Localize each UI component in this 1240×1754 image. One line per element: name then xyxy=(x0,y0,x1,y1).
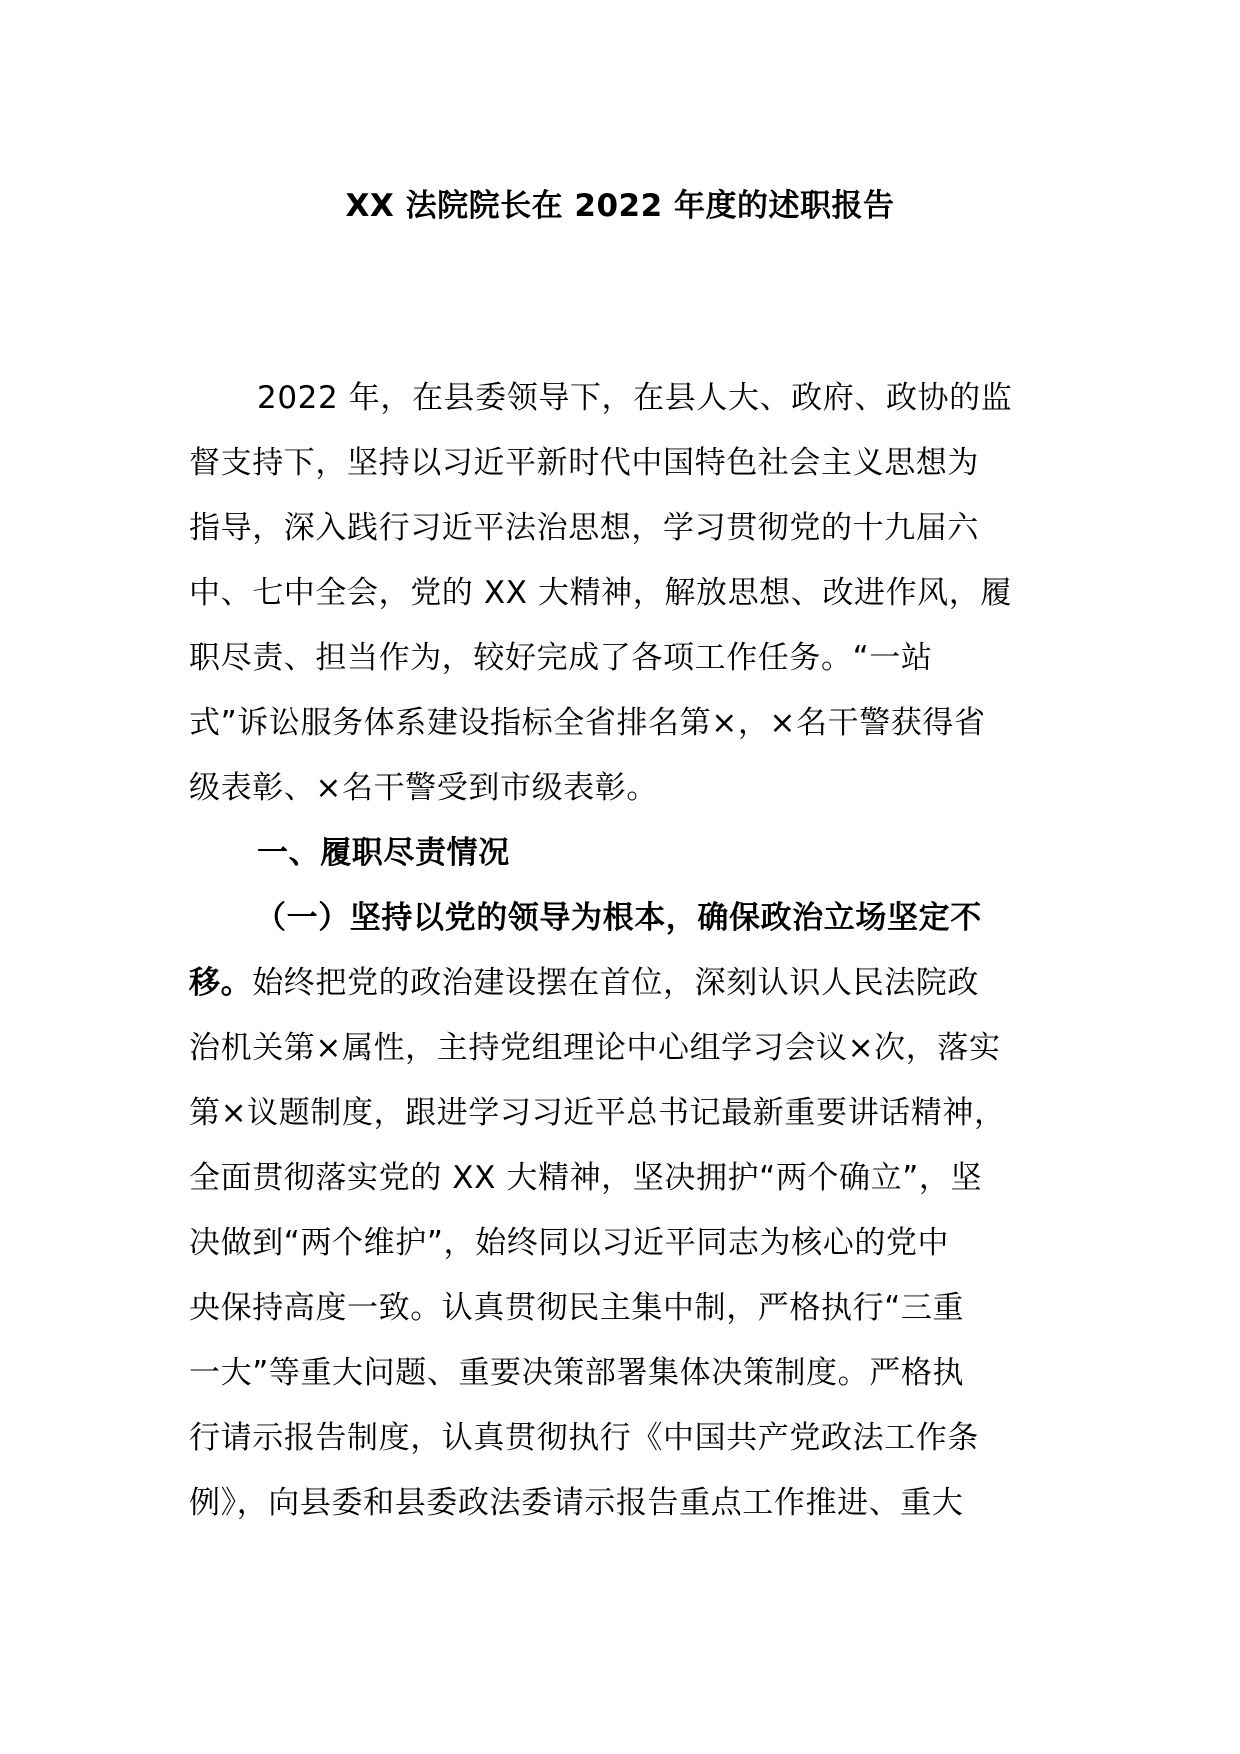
paragraph-line: 全面贯彻落实党的 XX 大精神，坚决拥护“两个确立”，坚 xyxy=(189,1160,983,1196)
section-heading: 一、履职尽责情况 xyxy=(257,835,510,871)
paragraph-line: 治机关第×属性，主持党组理论中心组学习会议×次，落实 xyxy=(189,1030,1001,1066)
paragraph-line: 式”诉讼服务体系建设指标全省排名第×，×名干警获得省 xyxy=(189,705,986,741)
paragraph-line: 级表彰、×名干警受到市级表彰。 xyxy=(189,770,658,806)
paragraph-line: 职尽责、担当作为，较好完成了各项工作任务。“一站 xyxy=(189,640,933,676)
subsection-heading-end: 移。 xyxy=(189,965,253,1001)
paragraph-line: 2022 年，在县委领导下，在县人大、政府、政协的监 xyxy=(257,380,1013,416)
paragraph-text: 始终把党的政治建设摆在首位，深刻认识人民法院政 xyxy=(252,965,980,1001)
paragraph-line: 督支持下，坚持以习近平新时代中国特色社会主义思想为 xyxy=(189,445,979,481)
subsection-heading: （一）坚持以党的领导为根本，确保政治立场坚定不 xyxy=(255,900,982,936)
paragraph-line: 决做到“两个维护”，始终同以习近平同志为核心的党中 xyxy=(189,1225,950,1261)
paragraph-line: 中、七中全会，党的 XX 大精神，解放思想、改进作风，履 xyxy=(189,575,1012,611)
document-body xyxy=(189,366,1059,1536)
document-title: XX 法院院长在 2022 年度的述职报告 xyxy=(345,188,895,224)
paragraph-line: 央保持高度一致。认真贯彻民主集中制，严格执行“三重 xyxy=(189,1290,965,1326)
paragraph-line: 一大”等重大问题、重要决策部署集体决策制度。严格执 xyxy=(189,1355,965,1391)
paragraph-line xyxy=(189,951,1059,1016)
paragraph-line: 例》，向县委和县委政法委请示报告重点工作推进、重大 xyxy=(189,1485,964,1521)
paragraph-line: 指导，深入践行习近平法治思想，学习贯彻党的十九届六 xyxy=(189,510,979,546)
paragraph-line: 第×议题制度，跟进学习习近平总书记最新重要讲话精神， xyxy=(189,1095,1006,1131)
paragraph-line: 行请示报告制度，认真贯彻执行《中国共产党政法工作条 xyxy=(189,1420,979,1456)
